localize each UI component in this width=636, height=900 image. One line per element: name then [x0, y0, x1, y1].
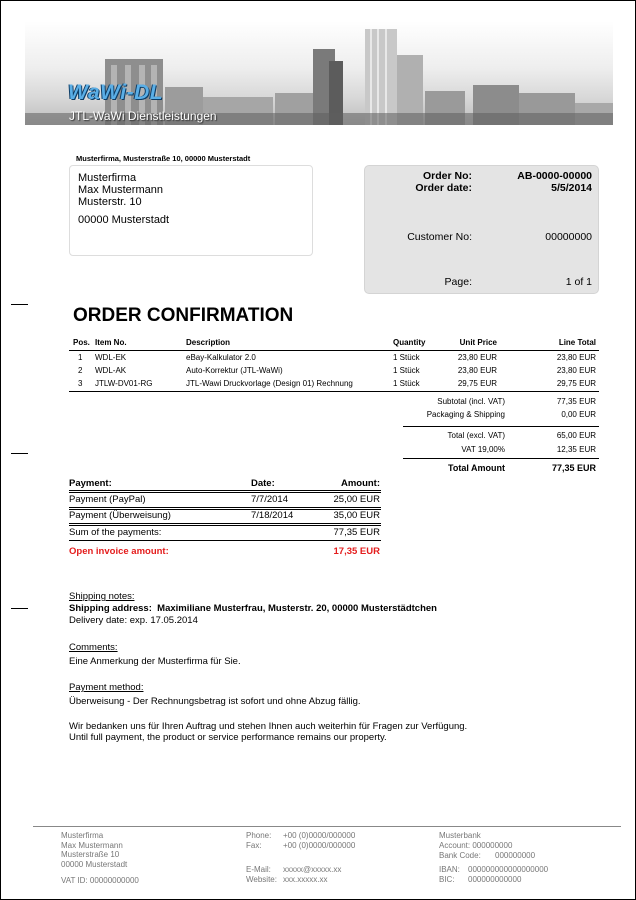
recipient-address	[69, 165, 313, 256]
footer-email: xxxxx@xxxxx.xx	[283, 865, 342, 874]
shipping-value: 0,00 EUR	[561, 410, 596, 419]
header-banner	[25, 21, 613, 125]
col-header-pos: Pos.	[73, 338, 90, 347]
shipping-address	[69, 603, 437, 614]
payments-sum-label: Sum of the payments:	[69, 527, 162, 538]
row-quantity: 1 Stück	[393, 353, 420, 362]
row-quantity: 1 Stück	[393, 366, 420, 375]
footer-fax-label: Fax:	[246, 841, 262, 850]
row-pos: 1	[78, 353, 83, 362]
totals-rule	[403, 458, 599, 459]
address-street: Musterstr. 10	[78, 196, 142, 208]
col-header-description: Description	[186, 338, 231, 347]
vat-label: VAT 19,00%	[461, 445, 505, 454]
footer-bank-code: 000000000	[495, 851, 536, 860]
payment-rule	[69, 490, 381, 491]
payment-rule	[69, 523, 381, 524]
col-header-item-no: Item No.	[95, 338, 127, 347]
row-line-total: 23,80 EUR	[556, 366, 596, 375]
row-quantity: 1 Stück	[393, 379, 420, 388]
address-name: Max Mustermann	[78, 184, 163, 196]
payment-amount: 25,00 EUR	[333, 494, 380, 505]
footer-email-label: E-Mail:	[246, 865, 271, 874]
col-header-quantity: Quantity	[393, 338, 426, 347]
table-bottom-rule	[69, 391, 599, 392]
row-item-no: WDL-EK	[95, 353, 127, 362]
payment-date: 7/18/2014	[251, 510, 294, 521]
footer-account: Account: 000000000	[439, 841, 513, 850]
row-pos: 3	[78, 379, 83, 388]
footer-website: xxx.xxxxx.xx	[283, 875, 328, 884]
payment-rule	[69, 507, 381, 508]
row-item-no: JTLW-DV01-RG	[95, 379, 153, 388]
row-unit-price: 23,80 EUR	[457, 353, 497, 362]
row-line-total: 29,75 EUR	[556, 379, 596, 388]
address-company: Musterfirma	[78, 172, 137, 184]
row-description: eBay-Kalkulator 2.0	[186, 353, 256, 362]
total-excl-value: 65,00 EUR	[556, 431, 596, 440]
col-header-unit-price: Unit Price	[459, 338, 497, 347]
customer-no-label: Customer No:	[407, 231, 472, 243]
footer-city: 00000 Musterstadt	[61, 859, 128, 869]
payment-rule	[69, 525, 381, 526]
order-date-value: 5/5/2014	[551, 182, 592, 194]
shipping-label: Packaging & Shipping	[426, 410, 505, 419]
row-line-total: 23,80 EUR	[556, 353, 596, 362]
fold-mark	[11, 304, 28, 305]
payment-name: Payment (PayPal)	[69, 494, 146, 505]
thanks-text: Wir bedanken uns für Ihren Auftrag und stehen Ihnen auch weiterhin für Fragen zur Verfügung.	[69, 721, 468, 732]
table-header-rule	[69, 350, 599, 351]
address-city: 00000 Musterstadt	[78, 214, 170, 226]
footer-bank: Musterbank	[439, 831, 481, 840]
delivery-date: Delivery date: exp. 17.05.2014	[69, 615, 198, 626]
page-label: Page:	[444, 276, 472, 288]
row-pos: 2	[78, 366, 83, 375]
totals-rule	[403, 426, 599, 427]
footer-bank-code-label: Bank Code:	[439, 851, 481, 860]
payment-amount: 35,00 EUR	[333, 510, 380, 521]
footer-rule	[33, 826, 621, 827]
total-amount-label: Total Amount	[448, 463, 505, 473]
page-title: ORDER CONFIRMATION	[73, 305, 294, 326]
order-info-box	[364, 165, 599, 294]
page-value: 1 of 1	[565, 276, 592, 288]
total-excl-label: Total (excl. VAT)	[447, 431, 505, 440]
footer-website-label: Website:	[246, 875, 277, 884]
footer-name: Max Mustermann	[61, 840, 123, 850]
row-description: Auto-Korrektur (JTL-WaWi)	[186, 366, 283, 375]
customer-no-value: 00000000	[545, 231, 592, 243]
footer-iban-label: IBAN:	[439, 865, 460, 874]
payment-method-text: Überweisung - Der Rechnungsbetrag ist sofort und ohne Abzug fällig.	[69, 696, 361, 707]
total-amount-value: 77,35 EUR	[551, 463, 596, 473]
footer-company-block	[61, 831, 127, 869]
vat-value: 12,35 EUR	[556, 445, 596, 454]
order-date-label: Order date:	[415, 182, 472, 194]
shipping-address-value: Maximiliane Musterfrau, Musterstr. 20, 00000 Musterstädtchen	[157, 603, 437, 614]
col-header-line-total: Line Total	[558, 338, 596, 347]
row-item-no: WDL-AK	[95, 366, 127, 375]
fold-mark	[11, 608, 28, 609]
footer-bic: 000000000000	[468, 875, 522, 884]
payment-date-header: Date:	[251, 478, 275, 489]
footer-company: Musterfirma	[61, 831, 104, 840]
payment-date: 7/7/2014	[251, 494, 288, 505]
shipping-address-label: Shipping address:	[69, 603, 152, 614]
payment-rule	[69, 492, 381, 493]
payment-amount-header: Amount:	[340, 478, 380, 489]
row-unit-price: 29,75 EUR	[457, 379, 497, 388]
property-text: Until full payment, the product or service performance remains our property.	[69, 732, 387, 743]
sender-line: Musterfirma, Musterstraße 10, 00000 Musterstadt	[76, 154, 251, 163]
footer-bic-label: BIC:	[439, 875, 455, 884]
footer-street: Musterstraße 10	[61, 850, 120, 859]
footer-fax: +00 (0)0000/000000	[283, 841, 356, 850]
footer-vat-id: VAT ID: 00000000000	[61, 876, 139, 885]
subtotal-label: Subtotal (incl. VAT)	[437, 397, 505, 406]
comments-text: Eine Anmerkung der Musterfirma für Sie.	[69, 656, 241, 667]
order-no-value: AB-0000-00000	[517, 170, 592, 182]
footer-iban: 000000000000000000	[468, 865, 549, 874]
subtotal-value: 77,35 EUR	[556, 397, 596, 406]
payment-rule	[69, 540, 381, 541]
footer-phone: +00 (0)0000/000000	[283, 831, 356, 840]
company-logo: WaWi-DL	[68, 81, 164, 104]
payment-name: Payment (Überweisung)	[69, 510, 171, 521]
row-description: JTL-Wawi Druckvorlage (Design 01) Rechnung	[186, 379, 353, 388]
payment-header: Payment:	[69, 478, 112, 489]
company-tagline: JTL-WaWi Dienstleistungen	[69, 109, 217, 123]
row-unit-price: 23,80 EUR	[457, 366, 497, 375]
fold-mark	[11, 453, 28, 454]
order-no-label: Order No:	[422, 170, 472, 182]
payment-method-heading: Payment method:	[69, 682, 144, 693]
open-amount-value: 17,35 EUR	[333, 546, 380, 557]
payments-sum-value: 77,35 EUR	[333, 527, 380, 538]
footer-phone-label: Phone:	[246, 831, 272, 840]
open-amount-label: Open invoice amount:	[69, 546, 169, 557]
shipping-notes-heading: Shipping notes:	[69, 591, 135, 602]
comments-heading: Comments:	[69, 642, 118, 653]
